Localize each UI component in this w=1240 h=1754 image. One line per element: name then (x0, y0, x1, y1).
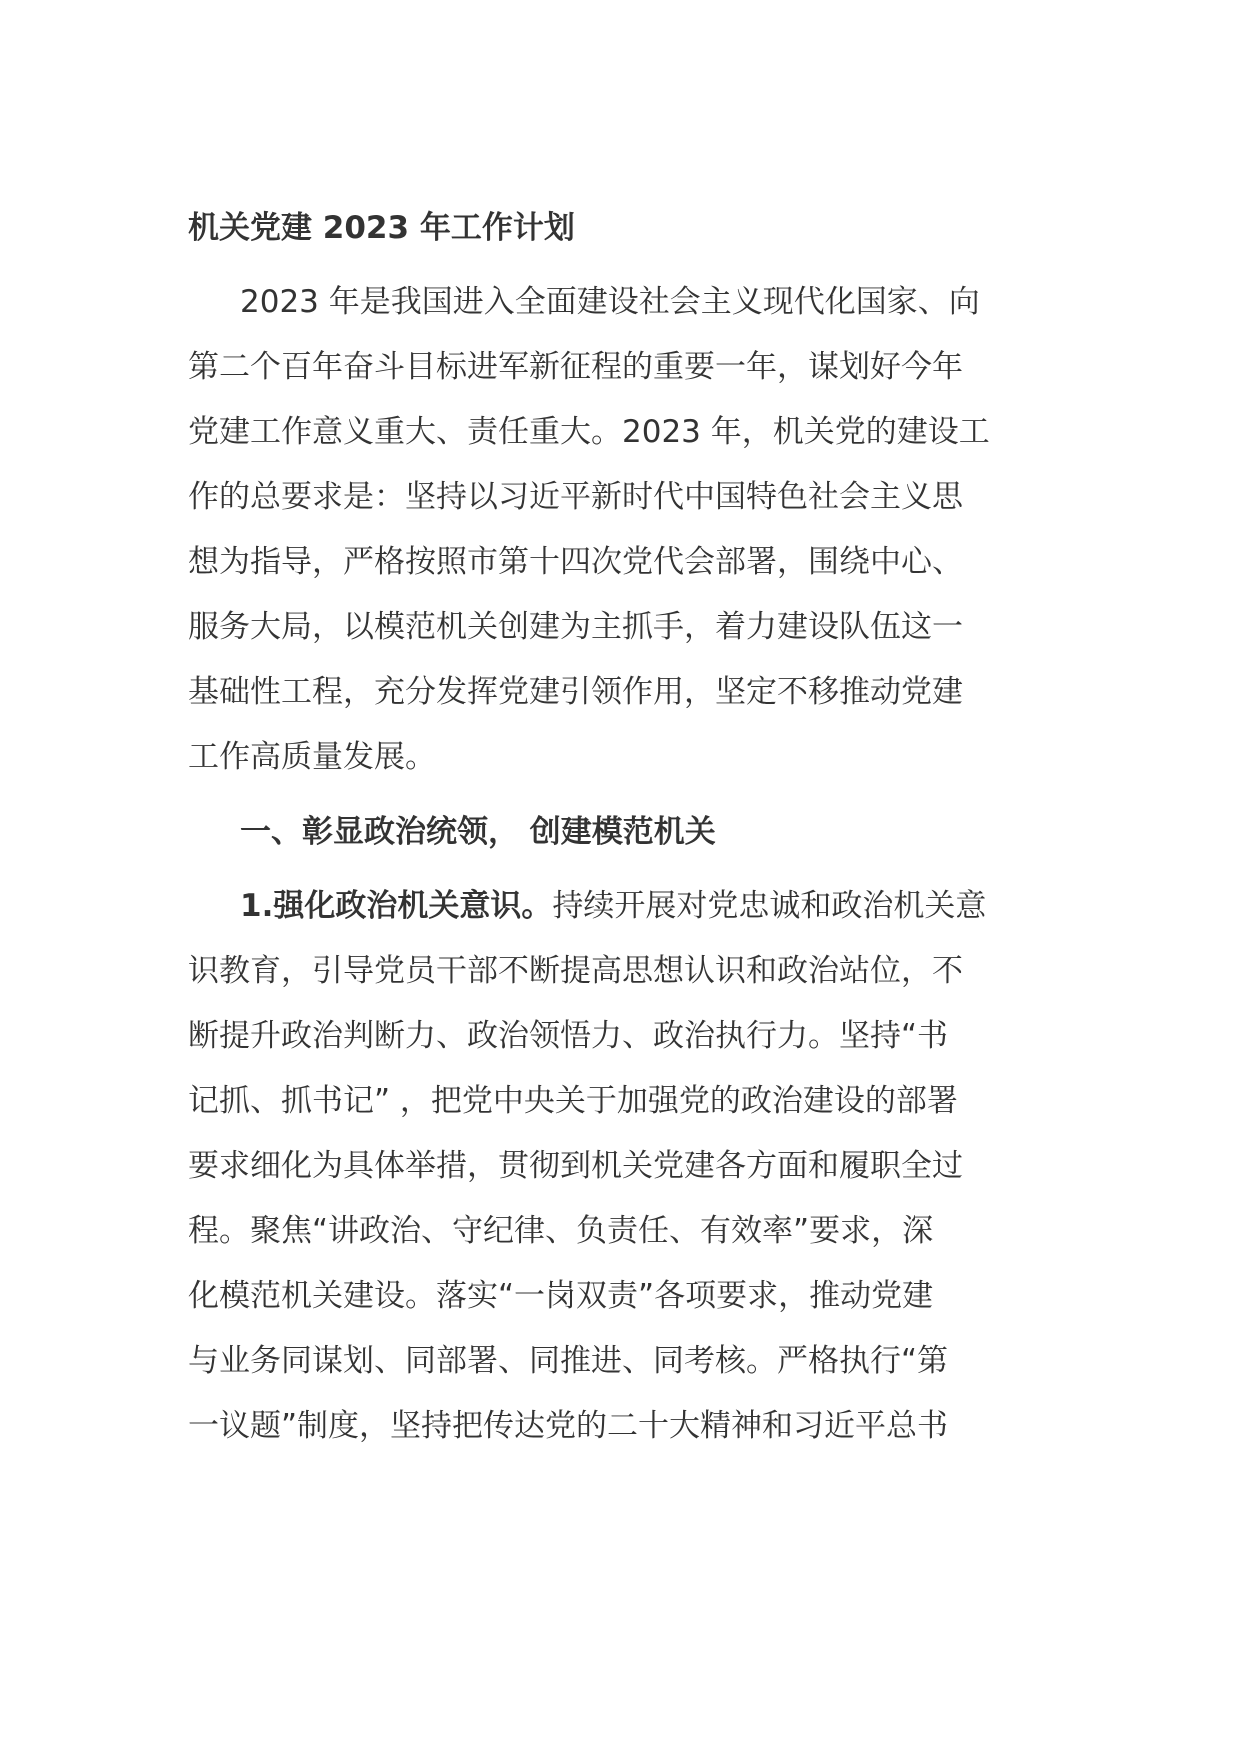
intro-line: 2023 年是我国进入全面建设社会主义现代化国家、向 (240, 284, 980, 320)
intro-paragraph (188, 270, 1068, 790)
intro-line: 作的总要求是：坚持以习近平新时代中国特色社会主义思 (188, 479, 963, 515)
intro-line: 基础性工程，充分发挥党建引领作用，坚定不移推动党建 (188, 674, 963, 710)
intro-line: 想为指导，严格按照市第十四次党代会部署，围绕中心、 (188, 544, 963, 580)
item-paragraph (188, 874, 1068, 1459)
section-heading: 一、彰显政治统领， 创建模范机关 (240, 814, 716, 850)
document-title: 机关党建 2023 年工作计划 (188, 210, 575, 246)
item-line: 化模范机关建设。落实“一岗双责”各项要求，推动党建 (188, 1278, 934, 1314)
item-line: 识教育，引导党员干部不断提高思想认识和政治站位，不 (188, 953, 963, 989)
item-line: 程。聚焦“讲政治、守纪律、负责任、有效率”要求，深 (188, 1213, 934, 1249)
item-line: 与业务同谋划、同部署、同推进、同考核。严格执行“第 (188, 1343, 949, 1379)
document-body (188, 200, 1068, 1459)
intro-line: 工作高质量发展。 (188, 739, 436, 775)
item-line: 断提升政治判断力、政治领悟力、政治执行力。坚持“书 (188, 1018, 949, 1054)
intro-line: 第二个百年奋斗目标进军新征程的重要一年，谋划好今年 (188, 349, 963, 385)
item-first-line (188, 874, 1068, 939)
intro-line: 服务大局，以模范机关创建为主抓手，着力建设队伍这一 (188, 609, 963, 645)
item-line: 记抓、抓书记” ，把党中央关于加强党的政治建设的部署 (188, 1083, 958, 1119)
item-lead-heading: 1.强化政治机关意识。 (240, 888, 553, 924)
item-line: 一议题”制度，坚持把传达党的二十大精神和习近平总书 (188, 1408, 949, 1444)
intro-line: 党建工作意义重大、责任重大。2023 年，机关党的建设工 (188, 414, 990, 450)
item-first-line-text: 持续开展对党忠诚和政治机关意 (552, 888, 987, 924)
item-line: 要求细化为具体举措，贯彻到机关党建各方面和履职全过 (188, 1148, 963, 1184)
